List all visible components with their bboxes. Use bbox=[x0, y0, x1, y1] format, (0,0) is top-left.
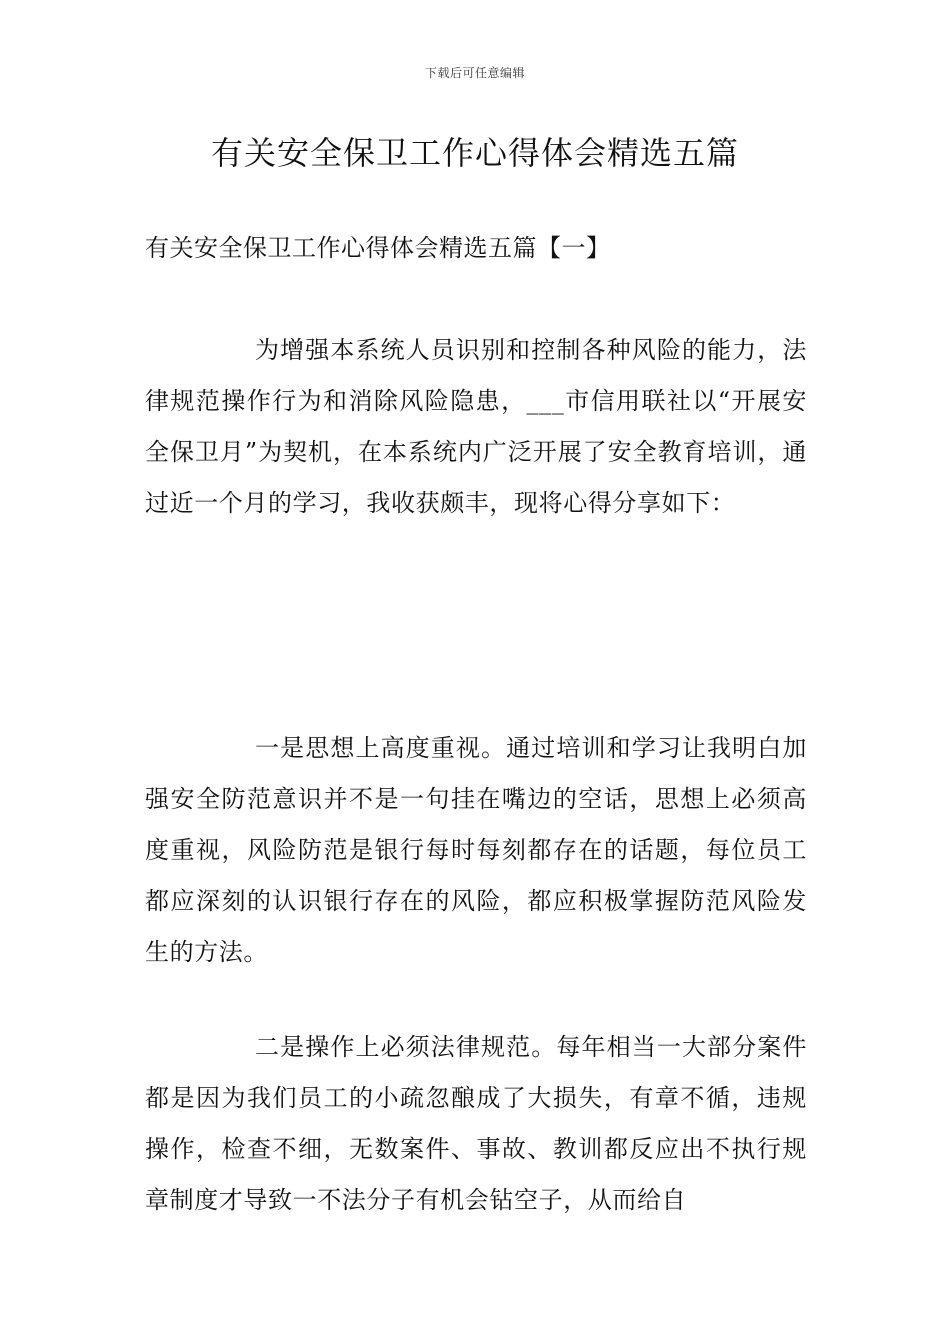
paragraph-point-two: 二是操作上必须法律规范。每年相当一大部分案件都是因为我们员工的小疏忽酿成了大损失，有章不循，违规操作，检查不细，无数案件、事故、教训都反应出不执行规章制度才导致一不法分子有机会钻空子，从而给自 bbox=[145, 1033, 807, 1214]
paragraph-point-one: 一是思想上高度重视。通过培训和学习让我明白加强安全防范意识并不是一句挂在嘴边的空话，思想上必须高度重视，风险防范是银行每时每刻都存在的话题，每位员工都应深刻的认识银行存在的风险，都应积极掌握防范风险发生的方法。 bbox=[145, 734, 807, 966]
document-title: 有关安全保卫工作心得体会精选五篇 bbox=[210, 134, 739, 172]
section-heading: 有关安全保卫工作心得体会精选五篇【一】 bbox=[145, 234, 611, 262]
header-note: 下载后可任意编辑 bbox=[424, 66, 525, 80]
paragraph-intro: 为增强本系统人员识别和控制各种风险的能力，法律规范操作行为和消除风险隐患，___市信用联社以“开展安全保卫月”为契机，在本系统内广泛开展了安全教育培训，通过近一个月的学习，我收获颇丰，现将心得分享如下： bbox=[145, 336, 807, 517]
